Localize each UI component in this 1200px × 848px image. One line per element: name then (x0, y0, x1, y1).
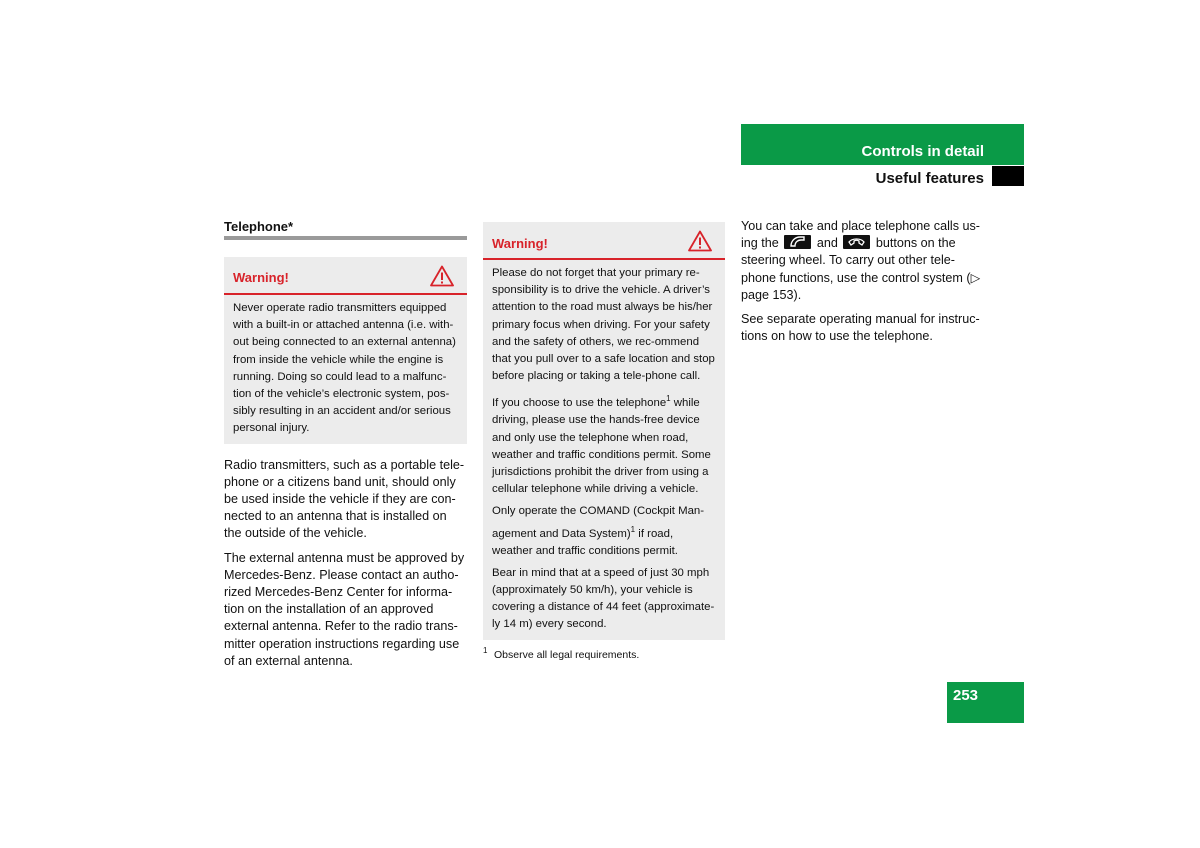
heading-rule (224, 236, 467, 240)
warning-text (483, 260, 725, 640)
body-paragraph-phone-buttons: You can take and place telephone calls us-ing the and buttons on the steering wheel. To carry out other tele-phone functions, use the control system (▷ page 153). (741, 219, 981, 302)
middle-column (483, 222, 725, 664)
subsection-header (741, 166, 1024, 186)
warning-paragraph: Never operate radio transmitters equipped with a built-in or attached antenna (i.e. with-out being connected to an external antenna) from inside the vehicle while the engine is running. Doing so could lead to a malfunc-tion of the vehicle’s electronic system, pos-sibly resulting in an accident and/or serious personal injury. (233, 302, 456, 435)
subsection-title: Useful features (875, 170, 984, 187)
warning-paragraph-3: Only operate the COMAND (Cockpit Man-agement and Data System)$^1$ if road, weather and traffic conditions permit. (492, 505, 705, 557)
phone-hangup-icon (843, 235, 870, 249)
left-column (224, 218, 467, 670)
warning-header (483, 222, 725, 260)
body-paragraph-1: Radio transmitters, such as a portable tele-phone or a citizens band unit, should only be used inside the vehicle if they are con-nected to an antenna that is installed on the outside of the vehicle. (224, 457, 465, 541)
warning-box-driving (483, 222, 725, 640)
warning-paragraph-1: Please do not forget that your primary re-sponsibility is to drive the vehicle. A driver’s attention to the road must always be his/her primary focus when driving. For your safety and the safety of others, we rec-ommend that you pull over to a safe location and stop before placing or taking a tele-phone call. (492, 267, 715, 383)
footnote-ref: 1 (630, 524, 636, 534)
footnote-text: Observe all legal requirements. (494, 648, 640, 661)
warning-triangle-icon (430, 265, 454, 287)
warning-paragraph-4: Bear in mind that at a speed of just 30 mph (approximately 50 km/h), your vehicle is covering a distance of 44 feet (approximate-ly 14 m) every second. (492, 566, 715, 631)
page-number: 253 (953, 687, 979, 704)
footnote (483, 647, 725, 664)
warning-title: Warning! (492, 236, 548, 251)
warning-header (224, 257, 467, 295)
section-title: Controls in detail (861, 143, 984, 160)
subsection-marker (992, 166, 1024, 186)
warning-box-antenna (224, 257, 467, 444)
body-paragraph-2: The external antenna must be approved by Mercedes-Benz. Please contact an autho-rized Mercedes-Benz Center for informa-tion on the installation of an approved external antenna. Refer to the radio trans-mitter operation instructions regarding use of an external antenna. (224, 550, 465, 668)
phone-pickup-icon (784, 235, 811, 249)
warning-text (224, 295, 467, 444)
section-header (741, 124, 1024, 165)
right-column (741, 218, 989, 352)
telephone-heading: Telephone* (224, 219, 294, 234)
body-paragraph-manual: See separate operating manual for instruc-tions on how to use the telephone. (741, 312, 980, 344)
warning-title: Warning! (233, 270, 289, 285)
warning-triangle-icon (688, 230, 712, 252)
footnote-mark: 1 (483, 645, 488, 655)
footnote-ref: 1 (666, 394, 671, 404)
warning-paragraph-2: If you choose to use the telephone$^1$ while driving, please use the hands-free device and only use the telephone when road, weather and traffic conditions permit. Some jurisdictions prohibit the driver from using a cellular telephone while driving a vehicle. (492, 394, 711, 496)
page-number-box (947, 682, 1024, 723)
